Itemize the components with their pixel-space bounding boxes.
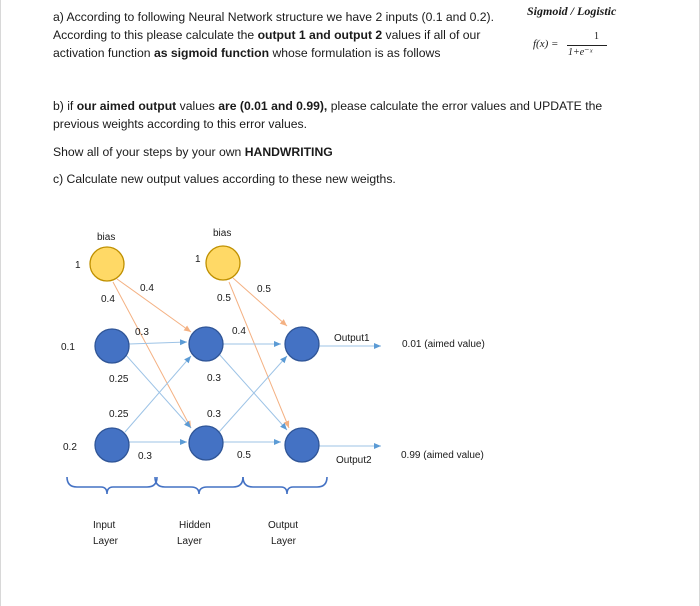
question-c: c) Calculate new output values according to these new weigths. (53, 172, 396, 186)
hidden-node-1 (189, 327, 223, 361)
weight-bias2-o1: 0.5 (257, 284, 271, 295)
question-a-line1: a) According to following Neural Network structure we have 2 inputs (0.1 and 0.2). (53, 10, 495, 24)
bias-value-input: 1 (75, 260, 81, 271)
input-layer-label-1: Input (93, 520, 116, 531)
output2-label: Output2 (336, 455, 372, 466)
show-steps-instruction: Show all of your steps by your own HANDWRITING (53, 145, 333, 159)
hidden-node-2 (189, 426, 223, 460)
hidden-layer-label-2: Layer (177, 536, 203, 547)
neural-network-diagram (1, 0, 700, 606)
input-node-1 (95, 329, 129, 363)
weight-i1-h1: 0.3 (135, 327, 149, 338)
edge-i2-h1 (125, 356, 191, 432)
weight-bias1-h1: 0.4 (140, 283, 154, 294)
sigmoid-denominator: 1+e⁻ˣ (568, 47, 593, 58)
bias-label-input: bias (97, 232, 116, 243)
input-node-2 (95, 428, 129, 462)
input-value-1: 0.1 (61, 342, 75, 353)
output-layer-label-1: Output (268, 520, 299, 531)
edge-h2-o1 (219, 356, 287, 432)
weight-bias2-o2: 0.5 (217, 293, 231, 304)
weight-h2-o1: 0.3 (207, 409, 221, 420)
input-value-2: 0.2 (63, 442, 77, 453)
sigmoid-numerator: 1 (594, 31, 599, 42)
input-layer-brace (67, 477, 157, 494)
weight-h1-o2: 0.3 (207, 373, 221, 384)
output-layer-label-2: Layer (271, 536, 297, 547)
question-a: a) According to following Neural Network structure we have 2 inputs (0.1 and 0.2). According to this please calculate the output 1 and output 2 values if all of our activation function as sigmoid function whose formulation is as follows (53, 10, 495, 60)
hidden-layer-label-1: Hidden (179, 520, 211, 531)
edge-h1-o2 (219, 354, 287, 430)
edge-bias2-o2 (229, 282, 289, 428)
output1-aimed-value: 0.01 (aimed value) (402, 339, 485, 350)
output2-aimed-value: 0.99 (aimed value) (401, 450, 484, 461)
sigmoid-fx: f(x) = (533, 38, 559, 50)
edge-i1-h1 (129, 342, 187, 344)
hidden-layer-brace (155, 477, 243, 494)
output-node-1 (285, 327, 319, 361)
output-node-2 (285, 428, 319, 462)
bias-label-hidden: bias (213, 228, 232, 239)
sigmoid-title: Sigmoid / Logistic (527, 4, 617, 18)
weight-i2-h1: 0.25 (109, 409, 129, 420)
weight-h1-o1: 0.4 (232, 326, 246, 337)
output-layer-brace (243, 477, 327, 494)
bias-node-hidden (206, 246, 240, 280)
bias-node-input (90, 247, 124, 281)
bias-value-hidden: 1 (195, 254, 201, 265)
question-b: b) if our aimed output values are (0.01 and 0.99), please calculate the error values and UPDATE the previous weights according to this error values. (53, 99, 603, 131)
output1-label: Output1 (334, 333, 370, 344)
edge-i1-h2 (125, 354, 191, 428)
weight-h2-o2: 0.5 (237, 450, 251, 461)
weight-i2-h2: 0.3 (138, 451, 152, 462)
weight-bias1-h2: 0.4 (101, 294, 115, 305)
edge-bias1-h1 (117, 279, 191, 332)
weight-i1-h2: 0.25 (109, 374, 129, 385)
input-layer-label-2: Layer (93, 536, 119, 547)
